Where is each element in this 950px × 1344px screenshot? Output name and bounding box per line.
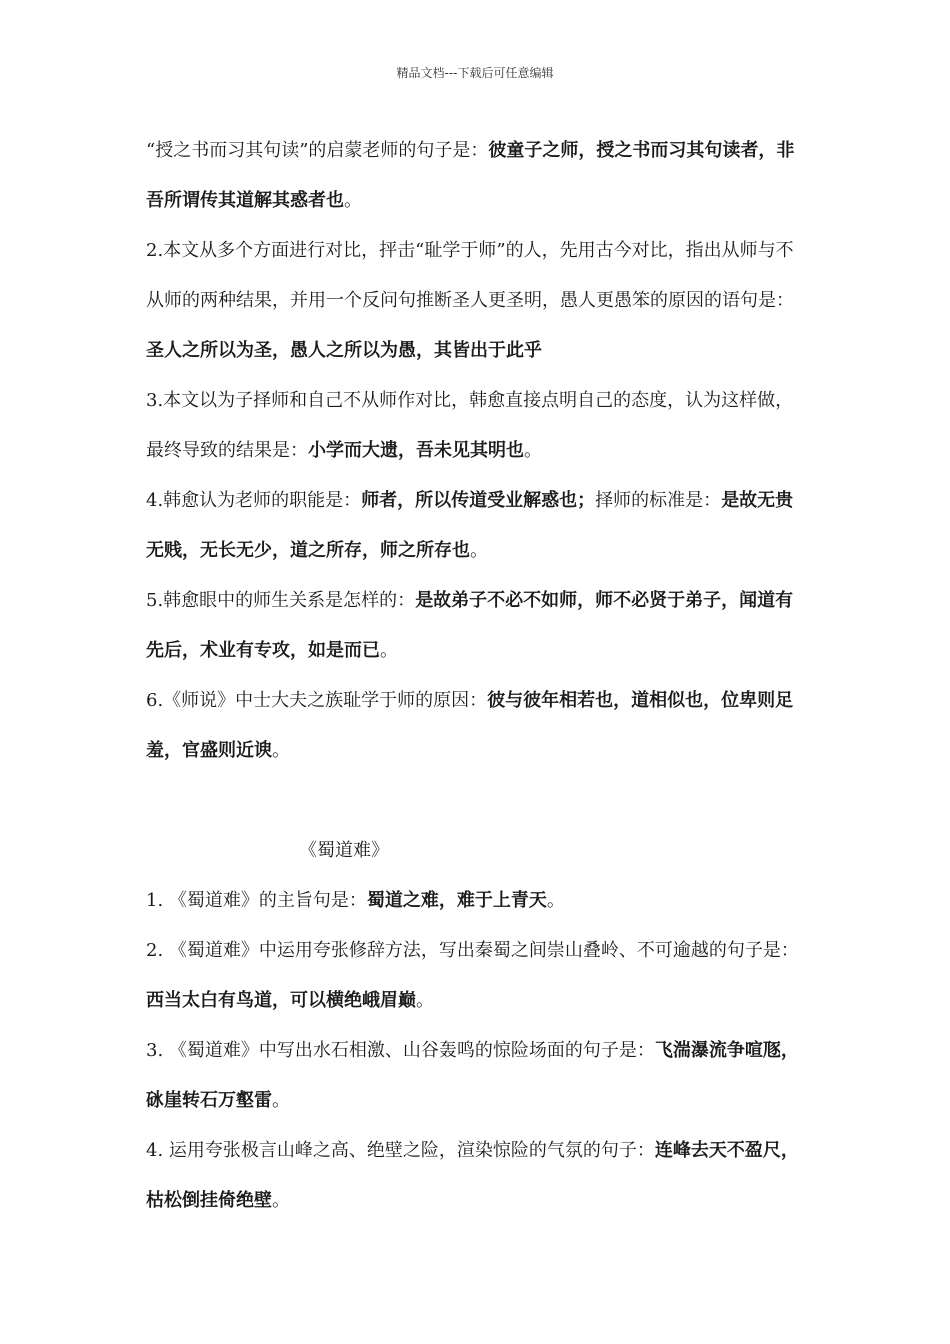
page-header: 精品文档---下载后可任意编辑 — [396, 66, 554, 80]
paragraph-item-5 — [146, 576, 810, 676]
question-item-4 — [146, 1126, 810, 1226]
question-end: 。 — [272, 1190, 290, 1211]
question-end: 。 — [546, 890, 565, 911]
answer-text: 彼童子之师，授之书而习其句读者，非吾所谓传其道解其惑者也 — [146, 140, 795, 211]
paragraph-item-4 — [146, 476, 810, 576]
paragraph-teacher-sentence — [146, 126, 810, 226]
section-title: 《蜀道难》 — [299, 840, 389, 861]
answer-text: 圣人之所以为圣，愚人之所以为愚，其皆出于此乎 — [146, 340, 542, 361]
paragraph-item-6 — [146, 676, 810, 776]
answer-text: 是故弟子不必不如师，师不必贤于弟子，闻道有先后，术业有专攻，如是而已 — [146, 590, 794, 661]
answer-text: 小学而大遗，吾未见其明也 — [308, 440, 524, 461]
answer-text: 师者，所以传道受业解惑也； — [361, 490, 596, 511]
question-item-1 — [146, 876, 810, 926]
document-body — [146, 126, 810, 1226]
paragraph-end: 。 — [344, 190, 362, 211]
paragraph-end: 。 — [524, 440, 542, 461]
paragraph-text: 4.韩愈认为老师的职能是： — [146, 490, 362, 511]
question-text: 1. 《蜀道难》的主旨句是： — [146, 890, 367, 911]
paragraph-end: 。 — [380, 640, 398, 661]
question-text: 4. 运用夸张极言山峰之高、绝壁之险，渲染惊险的气氛的句子： — [146, 1140, 655, 1161]
question-end: 。 — [416, 990, 434, 1011]
answer-text: 连峰去天不盈尺，枯松倒挂倚绝壁 — [146, 1140, 799, 1211]
question-item-2 — [146, 926, 810, 1026]
paragraph-text: 择师的标准是： — [595, 490, 722, 511]
question-text: 3. 《蜀道难》中写出水石相激、山谷轰鸣的惊险场面的句子是： — [146, 1040, 655, 1061]
paragraph-end: 。 — [470, 540, 488, 561]
answer-text: 飞湍瀑流争喧豗，砯崖转石万壑雷 — [146, 1040, 799, 1111]
answer-text: 西当太白有鸟道，可以横绝峨眉巅 — [146, 990, 416, 1011]
answer-text: 彼与彼年相若也，道相似也，位卑则足羞，官盛则近谀 — [146, 690, 794, 761]
paragraph-text: 3.本文以为子择师和自己不从师作对比，韩愈直接点明自己的态度，认为这样做，最终导致的结果是： — [146, 390, 794, 461]
question-end: 。 — [272, 1090, 290, 1111]
paragraph-text: 5.韩愈眼中的师生关系是怎样的： — [146, 590, 416, 611]
answer-text: 是故无贵无贱，无长无少，道之所存，师之所存也 — [146, 490, 794, 561]
answer-text: 蜀道之难，难于上青天 — [366, 890, 547, 911]
paragraph-end: 。 — [272, 740, 290, 761]
paragraph-text: 6.《师说》中士大夫之族耻学于师的原因： — [146, 690, 488, 711]
section-spacer — [146, 776, 810, 826]
paragraph-item-3 — [146, 376, 810, 476]
question-text: 2. 《蜀道难》中运用夸张修辞方法，写出秦蜀之间崇山叠岭、不可逾越的句子是： — [146, 940, 799, 961]
question-item-3 — [146, 1026, 810, 1126]
paragraph-text: “授之书而习其句读”的启蒙老师的句子是： — [146, 140, 489, 161]
paragraph-item-2 — [146, 226, 810, 376]
paragraph-text: 2.本文从多个方面进行对比，抨击“耻学于师”的人，先用古今对比，指出从师与不从师的两种结果，并用一个反问句推断圣人更圣明，愚人更愚笨的原因的语句是： — [146, 240, 794, 311]
